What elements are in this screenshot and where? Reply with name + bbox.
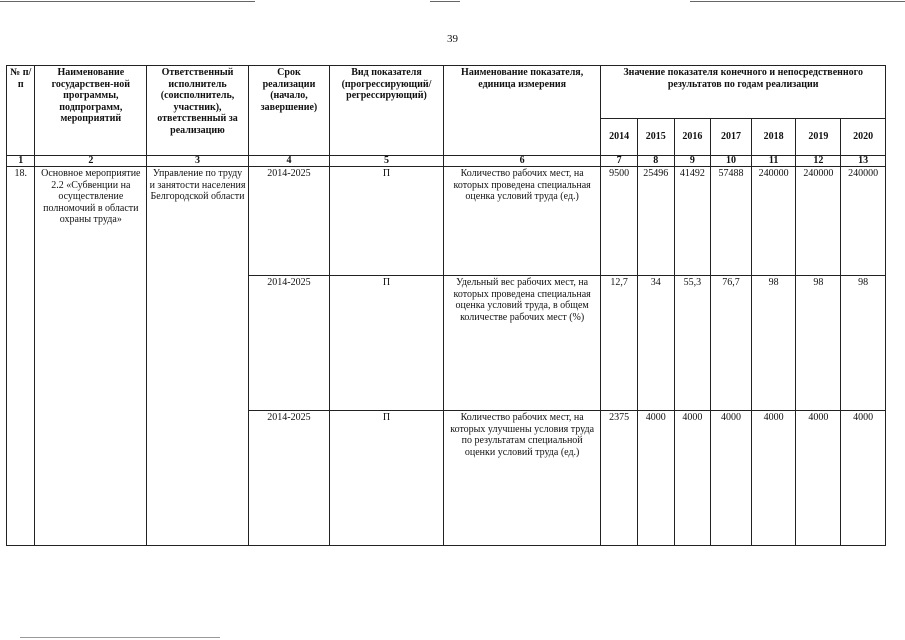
- header-values: Значение показателя конечного и непосредственного результатов по годам реализации: [601, 66, 886, 119]
- indicator-value: 240000: [841, 167, 886, 276]
- indicator-value: 41492: [674, 167, 711, 276]
- col-number: 4: [248, 156, 329, 167]
- indicator-value: 2375: [601, 411, 638, 546]
- indicator-value: 4000: [637, 411, 674, 546]
- year-cell: 2014: [601, 119, 638, 156]
- indicator-value: 57488: [711, 167, 752, 276]
- year-cell: 2015: [637, 119, 674, 156]
- indicator-value: 76,7: [711, 276, 752, 411]
- header-row: [7, 66, 886, 119]
- col-number: 3: [147, 156, 249, 167]
- header-responsible: Ответственный исполнитель (соисполнитель, участник), ответственный за реализацию: [147, 66, 249, 156]
- indicators-table: [6, 65, 886, 546]
- indicator-value: 240000: [796, 167, 841, 276]
- indicator-value: 240000: [751, 167, 796, 276]
- year-cell: 2020: [841, 119, 886, 156]
- top-rule-left: [0, 1, 255, 2]
- header-indicator: Наименование показателя, единица измерения: [443, 66, 601, 156]
- year-cell: 2016: [674, 119, 711, 156]
- indicator-name: Количество рабочих мест, на которых проведена специальная оценка условий труда (ед.): [443, 167, 601, 276]
- col-number: 2: [35, 156, 147, 167]
- column-numbers-row: [7, 156, 886, 167]
- col-number: 10: [711, 156, 752, 167]
- header-term: Срок реализации (начало, завершение): [248, 66, 329, 156]
- indicator-type: П: [330, 276, 444, 411]
- header-name: Наименование государствен-ной программы, подпрограмм, мероприятий: [35, 66, 147, 156]
- indicator-value: 9500: [601, 167, 638, 276]
- table-row: [7, 167, 886, 276]
- indicator-value: 98: [841, 276, 886, 411]
- indicator-type: П: [330, 411, 444, 546]
- indicator-value: 55,3: [674, 276, 711, 411]
- indicator-value: 98: [796, 276, 841, 411]
- indicator-value: 4000: [796, 411, 841, 546]
- bottom-rule: [20, 637, 220, 638]
- top-rule-middle: [430, 1, 460, 2]
- year-cell: 2017: [711, 119, 752, 156]
- indicator-term: 2014-2025: [248, 411, 329, 546]
- indicator-value: 4000: [841, 411, 886, 546]
- indicator-value: 34: [637, 276, 674, 411]
- indicator-value: 12,7: [601, 276, 638, 411]
- year-cell: 2019: [796, 119, 841, 156]
- indicator-name: Удельный вес рабочих мест, на которых проведена специальная оценка условий труда, в общем количестве рабочих мест (%): [443, 276, 601, 411]
- top-rule-right: [690, 1, 905, 2]
- col-number: 7: [601, 156, 638, 167]
- col-number: 11: [751, 156, 796, 167]
- col-number: 13: [841, 156, 886, 167]
- page-number: 39: [447, 33, 458, 45]
- col-number: 9: [674, 156, 711, 167]
- indicator-value: 4000: [751, 411, 796, 546]
- indicator-name: Количество рабочих мест, на которых улучшены условия труда по результатам специальной оценки условий труда (ед.): [443, 411, 601, 546]
- header-type: Вид показателя (прогрессирующий/ регрессирующий): [330, 66, 444, 156]
- row-responsible: Управление по труду и занятости населения Белгородской области: [147, 167, 249, 546]
- col-number: 8: [637, 156, 674, 167]
- col-number: 12: [796, 156, 841, 167]
- indicator-term: 2014-2025: [248, 276, 329, 411]
- col-number: 1: [7, 156, 35, 167]
- row-measure-name: Основное мероприятие 2.2 «Субвенции на осуществление полномочий в области охраны труда»: [35, 167, 147, 546]
- indicator-value: 4000: [711, 411, 752, 546]
- year-cell: 2018: [751, 119, 796, 156]
- indicator-type: П: [330, 167, 444, 276]
- row-number: 18.: [7, 167, 35, 546]
- indicator-value: 4000: [674, 411, 711, 546]
- indicator-value: 25496: [637, 167, 674, 276]
- indicator-term: 2014-2025: [248, 167, 329, 276]
- indicator-value: 98: [751, 276, 796, 411]
- header-num: № п/п: [7, 66, 35, 156]
- col-number: 5: [330, 156, 444, 167]
- col-number: 6: [443, 156, 601, 167]
